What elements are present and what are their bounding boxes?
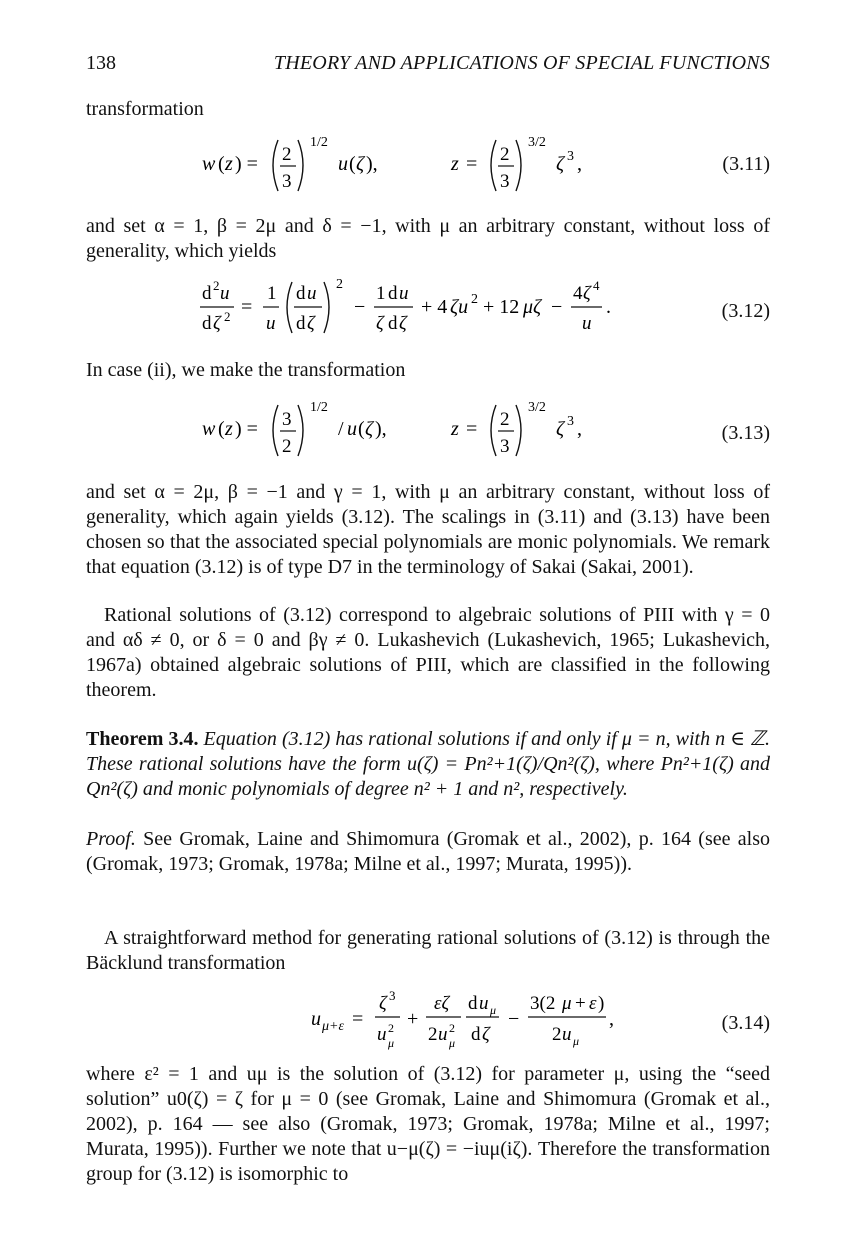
- equation-number-3-14: (3.14): [721, 1012, 770, 1034]
- svg-text:=: =: [241, 296, 253, 318]
- svg-text:2: 2: [282, 144, 292, 165]
- paragraph-case-ii: In case (ii), we make the transformation: [86, 359, 406, 381]
- svg-text:μζ: μζ: [523, 296, 542, 318]
- svg-text:2: 2: [224, 309, 231, 324]
- svg-text:2: 2: [449, 1021, 455, 1035]
- svg-text:u: u: [399, 283, 409, 304]
- svg-text:d: d: [388, 313, 398, 334]
- svg-text:,: ,: [609, 1008, 614, 1030]
- svg-text:(: (: [349, 153, 356, 175]
- equation-number-3-11: (3.11): [722, 153, 770, 175]
- svg-text:z: z: [225, 153, 233, 175]
- svg-text:ζ: ζ: [556, 418, 565, 440]
- svg-text:d: d: [471, 1024, 481, 1045]
- running-title: THEORY AND APPLICATIONS OF SPECIAL FUNCTIONS: [273, 52, 770, 74]
- svg-text:ε: ε: [589, 993, 597, 1014]
- svg-text:ζ: ζ: [365, 418, 374, 440]
- svg-text:=: =: [466, 418, 478, 440]
- svg-text:1/2: 1/2: [310, 400, 328, 415]
- svg-text:2: 2: [552, 1024, 562, 1045]
- svg-text:−: −: [354, 296, 366, 318]
- svg-text:3: 3: [500, 171, 510, 192]
- svg-text:2: 2: [500, 409, 510, 430]
- svg-text:(: (: [358, 418, 365, 440]
- equation-number-3-12: (3.12): [721, 300, 770, 322]
- theorem-3-4: [86, 727, 770, 802]
- svg-text:z: z: [451, 418, 459, 440]
- svg-text:d: d: [388, 283, 398, 304]
- paragraph-backlund: A straightforward method for generating rational solutions of (3.12) is through the Bäcklund transformation: [86, 927, 770, 974]
- svg-text:μ: μ: [388, 1036, 395, 1050]
- svg-text:μ+ε: μ+ε: [322, 1019, 344, 1034]
- svg-text:d: d: [202, 313, 212, 334]
- svg-text:4: 4: [593, 278, 600, 293]
- svg-text:3: 3: [567, 414, 574, 429]
- svg-text:u: u: [479, 993, 489, 1014]
- svg-text:ζ: ζ: [583, 283, 591, 304]
- svg-text:3(2: 3(2: [530, 993, 556, 1014]
- svg-text:μ: μ: [573, 1034, 580, 1048]
- equation-3-11-graphic: [86, 128, 606, 198]
- equation-3-12-graphic: [86, 272, 686, 342]
- svg-text:u: u: [347, 418, 357, 440]
- paragraph-rational-solutions: Rational solutions of (3.12) correspond to algebraic solutions of PIII with γ = 0 and αδ ≠ 0, or δ = 0 and βγ ≠ 0. Lukashevich (Lukashevich, 1965; Lukashevich, 1967a) obtained algebraic solutions of PIII, which are classified in the following theorem.: [86, 604, 770, 701]
- svg-text:3: 3: [500, 436, 510, 457]
- svg-text:εζ: εζ: [434, 993, 450, 1014]
- svg-text:u: u: [220, 283, 230, 304]
- svg-text:μ: μ: [562, 993, 572, 1014]
- equation-3-13-graphic: [86, 393, 606, 463]
- equation-3-13: [86, 393, 770, 463]
- svg-text:μ: μ: [490, 1003, 497, 1017]
- svg-text:): ): [598, 993, 605, 1014]
- svg-text:ζ: ζ: [399, 313, 407, 334]
- svg-text:3: 3: [567, 149, 574, 164]
- equation-3-14: [86, 980, 770, 1055]
- svg-text:) =: ) =: [235, 153, 258, 175]
- theorem-body: Equation (3.12) has rational solutions if and only if μ = n, with n ∈ ℤ. These rational solutions have the form u(ζ) = Pn²+1(ζ)/Qn²(ζ), where Pn²+1(ζ) and Qn²(ζ) and monic polynomials of degree n² + 1 and n², respectively.: [86, 728, 771, 800]
- svg-text:d: d: [468, 993, 478, 1014]
- page-number: 138: [86, 52, 116, 74]
- paragraph-seed-solution: where ε² = 1 and uμ is the solution of (3.12) for parameter μ, using the “seed solution” u0(ζ) = ζ for μ = 0 (see Gromak, Laine and Shimomura (Gromak et al., 2002), p. 164 — see also (Gromak, 1973; Gromak, 1978a; Milne et al., 1997; Murata, 1995)). Further we note that u−μ(ζ) = −iuμ(iζ). Therefore the transformation group for (3.12) is isomorphic to: [86, 1063, 770, 1185]
- svg-text:−: −: [508, 1008, 520, 1030]
- svg-text:),: ),: [375, 418, 387, 440]
- svg-text:u: u: [311, 1008, 321, 1030]
- svg-text:ζ: ζ: [379, 993, 387, 1014]
- svg-text:,: ,: [577, 418, 582, 440]
- svg-text:(: (: [218, 418, 225, 440]
- svg-text:μ: μ: [449, 1036, 456, 1050]
- svg-text:ζu: ζu: [450, 296, 469, 318]
- svg-text:ζ: ζ: [307, 313, 315, 334]
- equation-number-3-13: (3.13): [721, 422, 770, 444]
- svg-text:d: d: [296, 283, 306, 304]
- svg-text:w: w: [202, 153, 216, 175]
- equation-3-14-graphic: [86, 980, 686, 1055]
- svg-text:2: 2: [388, 1021, 394, 1035]
- svg-text:.: .: [606, 296, 611, 318]
- svg-text:1/2: 1/2: [310, 135, 328, 150]
- svg-text:ζ: ζ: [376, 313, 384, 334]
- svg-text:3/2: 3/2: [528, 135, 546, 150]
- svg-text:u: u: [582, 313, 592, 334]
- svg-text:(: (: [218, 153, 225, 175]
- svg-text:w: w: [202, 418, 216, 440]
- svg-text:u: u: [338, 153, 348, 175]
- paragraph-set-alpha-case-ii: and set α = 2μ, β = −1 and γ = 1, with μ an arbitrary constant, without loss of generality, which again yields (3.12). The scalings in (3.11) and (3.13) have been chosen so that the associated special polynomials are monic polynomials. We remark that equation (3.12) is of type D7 in the terminology of Sakai (Sakai, 2001).: [86, 481, 770, 578]
- svg-text:z: z: [225, 418, 233, 440]
- svg-text:d: d: [202, 283, 212, 304]
- paragraph-transformation: transformation: [86, 98, 204, 120]
- svg-text:+ 4: + 4: [421, 296, 448, 318]
- svg-text:1: 1: [376, 283, 386, 304]
- svg-text:2: 2: [336, 277, 343, 292]
- svg-text:−: −: [551, 296, 563, 318]
- svg-text:2: 2: [428, 1024, 438, 1045]
- svg-text:2: 2: [471, 292, 478, 307]
- svg-text:4: 4: [573, 283, 583, 304]
- svg-text:3: 3: [282, 409, 292, 430]
- svg-text:2: 2: [282, 436, 292, 457]
- svg-text:u: u: [266, 313, 276, 334]
- svg-text:3/2: 3/2: [528, 400, 546, 415]
- proof: [86, 827, 770, 877]
- svg-text:=: =: [466, 153, 478, 175]
- svg-text:) =: ) =: [235, 418, 258, 440]
- svg-text:2: 2: [500, 144, 510, 165]
- equation-3-11: [86, 128, 770, 198]
- svg-text:ζ: ζ: [556, 153, 565, 175]
- paragraph-set-alpha: and set α = 1, β = 2μ and δ = −1, with μ an arbitrary constant, without loss of generality, which yields: [86, 215, 770, 262]
- svg-text:=: =: [352, 1008, 364, 1030]
- svg-text:+: +: [407, 1008, 419, 1030]
- theorem-label: Theorem 3.4.: [86, 728, 199, 750]
- svg-text:ζ: ζ: [356, 153, 365, 175]
- svg-text:+: +: [575, 993, 586, 1014]
- proof-body: See Gromak, Laine and Shimomura (Gromak et al., 2002), p. 164 (see also (Gromak, 1973; Gromak, 1978a; Milne et al., 1997; Murata, 1995)).: [86, 828, 771, 875]
- svg-text:2: 2: [213, 278, 220, 293]
- svg-text:z: z: [451, 153, 459, 175]
- svg-text:3: 3: [282, 171, 292, 192]
- svg-text:d: d: [296, 313, 306, 334]
- svg-text:+ 12: + 12: [483, 296, 520, 318]
- svg-text:ζ: ζ: [213, 313, 221, 334]
- svg-text:u: u: [562, 1024, 572, 1045]
- svg-text:ζ: ζ: [482, 1024, 490, 1045]
- svg-text:),: ),: [366, 153, 378, 175]
- svg-text:u: u: [307, 283, 317, 304]
- svg-text:,: ,: [577, 153, 582, 175]
- proof-label: Proof.: [86, 828, 136, 850]
- svg-text:u: u: [377, 1024, 387, 1045]
- equation-3-12: [86, 272, 770, 342]
- svg-text:u: u: [438, 1024, 448, 1045]
- svg-text:1: 1: [267, 283, 277, 304]
- svg-text:/: /: [338, 418, 344, 440]
- svg-text:3: 3: [389, 988, 396, 1003]
